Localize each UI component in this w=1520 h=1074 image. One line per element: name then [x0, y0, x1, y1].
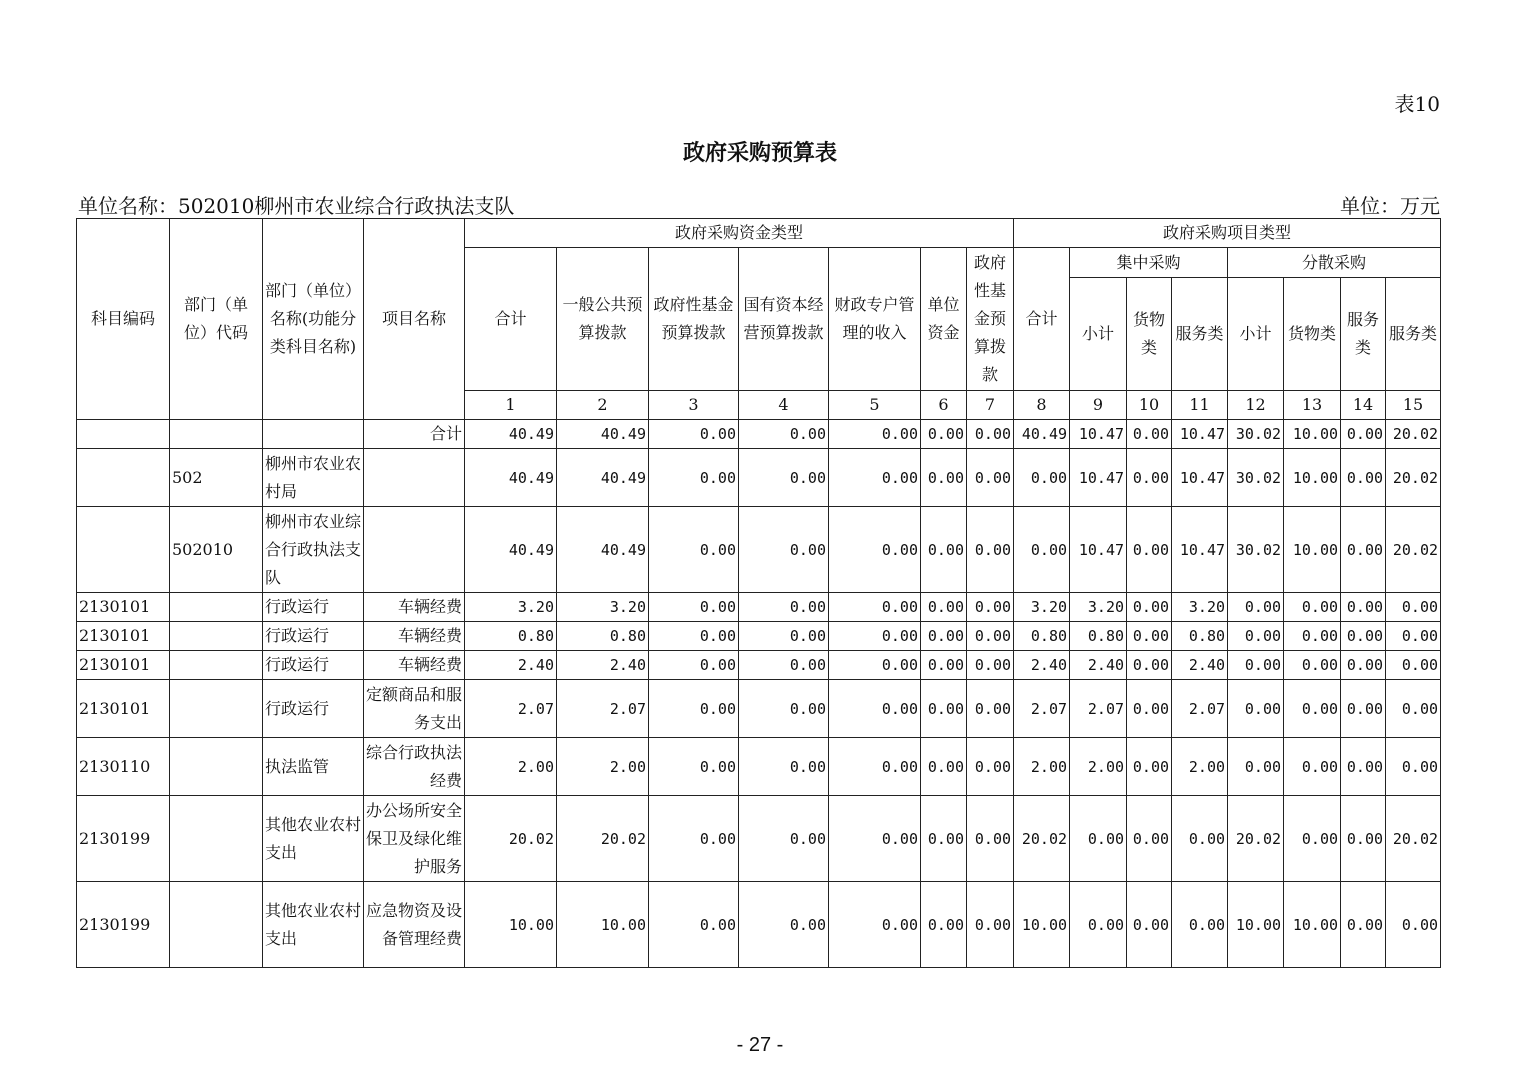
column-number: 15	[1386, 391, 1441, 420]
amount-cell: 0.00	[1386, 680, 1441, 738]
amount-cell: 0.00	[1284, 796, 1341, 882]
amount-cell: 0.00	[967, 738, 1014, 796]
dept-name-cell: 其他农业农村支出	[263, 796, 364, 882]
amount-cell: 0.00	[1284, 680, 1341, 738]
table-row	[77, 420, 1441, 449]
dept-name-cell: 柳州市农业综合行政执法支队	[263, 507, 364, 593]
column-number: 2	[557, 391, 649, 420]
amount-cell: 40.49	[557, 420, 649, 449]
item-name-cell: 车辆经费	[364, 593, 465, 622]
header-central-service: 服务类	[1172, 278, 1228, 391]
amount-cell: 2.40	[1070, 651, 1127, 680]
amount-cell: 0.00	[829, 796, 921, 882]
amount-cell: 0.80	[465, 622, 557, 651]
amount-cell: 30.02	[1228, 449, 1284, 507]
column-number: 6	[921, 391, 967, 420]
header-general-budget: 一般公共预算拨款	[557, 248, 649, 391]
amount-cell: 40.49	[557, 507, 649, 593]
amount-cell: 0.00	[1127, 449, 1172, 507]
dept-code-cell	[170, 738, 263, 796]
amount-cell: 0.00	[1228, 651, 1284, 680]
subject-code-cell	[77, 420, 170, 449]
amount-cell: 0.00	[649, 622, 739, 651]
dept-name-cell: 行政运行	[263, 680, 364, 738]
dept-name-cell	[263, 420, 364, 449]
header-central-goods: 货物类	[1127, 278, 1172, 391]
amount-cell: 0.00	[1341, 622, 1386, 651]
amount-cell: 2.00	[557, 738, 649, 796]
subject-code-cell	[77, 449, 170, 507]
column-number: 14	[1341, 391, 1386, 420]
amount-cell: 0.00	[1228, 738, 1284, 796]
amount-cell: 0.00	[921, 420, 967, 449]
header-state-capital-budget: 国有资本经营预算拨款	[739, 248, 829, 391]
table-row	[77, 593, 1441, 622]
dept-name-cell: 其他农业农村支出	[263, 882, 364, 968]
subject-code-cell: 2130101	[77, 593, 170, 622]
amount-cell: 0.00	[1341, 651, 1386, 680]
amount-cell: 0.00	[1284, 593, 1341, 622]
column-number: 8	[1014, 391, 1070, 420]
amount-cell: 0.00	[921, 796, 967, 882]
subject-code-cell: 2130101	[77, 651, 170, 680]
amount-cell: 3.20	[465, 593, 557, 622]
amount-cell: 20.02	[1386, 420, 1441, 449]
dept-code-cell	[170, 651, 263, 680]
amount-cell: 0.00	[739, 796, 829, 882]
amount-cell: 3.20	[1070, 593, 1127, 622]
column-number: 3	[649, 391, 739, 420]
dept-name-cell: 柳州市农业农村局	[263, 449, 364, 507]
amount-cell: 0.00	[649, 680, 739, 738]
header-fund-type-group: 政府采购资金类型	[465, 219, 1014, 248]
table-row	[77, 738, 1441, 796]
header-total: 合计	[465, 248, 557, 391]
column-number: 11	[1172, 391, 1228, 420]
dept-name-cell: 执法监管	[263, 738, 364, 796]
amount-cell: 30.02	[1228, 420, 1284, 449]
amount-cell: 0.00	[967, 449, 1014, 507]
table-row	[77, 796, 1441, 882]
amount-cell: 0.00	[967, 651, 1014, 680]
amount-cell: 10.00	[557, 882, 649, 968]
amount-cell: 30.02	[1228, 507, 1284, 593]
amount-cell: 0.00	[1386, 738, 1441, 796]
amount-cell: 0.00	[649, 420, 739, 449]
amount-cell: 10.00	[1014, 882, 1070, 968]
amount-cell: 0.00	[739, 738, 829, 796]
amount-cell: 2.40	[1172, 651, 1228, 680]
currency-unit-label: 单位：万元	[1340, 194, 1440, 218]
table-row	[77, 882, 1441, 968]
amount-cell: 0.00	[967, 593, 1014, 622]
dept-name-cell: 行政运行	[263, 651, 364, 680]
amount-cell: 0.00	[1172, 882, 1228, 968]
amount-cell: 10.47	[1070, 449, 1127, 507]
item-name-cell: 办公场所安全保卫及绿化维护服务	[364, 796, 465, 882]
amount-cell: 2.40	[557, 651, 649, 680]
amount-cell: 0.00	[1127, 738, 1172, 796]
column-number: 12	[1228, 391, 1284, 420]
column-number: 5	[829, 391, 921, 420]
amount-cell: 0.00	[1341, 507, 1386, 593]
table-row	[77, 507, 1441, 593]
amount-cell: 20.02	[465, 796, 557, 882]
header-dept-name: 部门（单位）名称(功能分类科目名称)	[263, 219, 364, 420]
amount-cell: 10.47	[1070, 420, 1127, 449]
amount-cell: 0.00	[649, 507, 739, 593]
amount-cell: 0.00	[829, 420, 921, 449]
amount-cell: 20.02	[1386, 796, 1441, 882]
subject-code-cell: 2130199	[77, 796, 170, 882]
amount-cell: 0.00	[1284, 651, 1341, 680]
amount-cell: 0.00	[1341, 796, 1386, 882]
amount-cell: 0.00	[1386, 593, 1441, 622]
amount-cell: 10.47	[1070, 507, 1127, 593]
amount-cell: 0.80	[557, 622, 649, 651]
table-number: 表10	[1394, 92, 1440, 116]
header-dispersed-procurement: 分散采购	[1228, 248, 1441, 278]
amount-cell: 0.00	[967, 796, 1014, 882]
amount-cell: 0.00	[1070, 796, 1127, 882]
dept-code-cell: 502010	[170, 507, 263, 593]
item-name-cell: 应急物资及设备管理经费	[364, 882, 465, 968]
amount-cell: 2.40	[1014, 651, 1070, 680]
amount-cell: 0.00	[829, 622, 921, 651]
amount-cell: 0.00	[1127, 507, 1172, 593]
amount-cell: 0.00	[1127, 651, 1172, 680]
header-dispersed-goods: 货物类	[1284, 278, 1341, 391]
amount-cell: 0.00	[739, 449, 829, 507]
item-name-cell: 合计	[364, 420, 465, 449]
amount-cell: 40.49	[465, 507, 557, 593]
amount-cell: 0.00	[1341, 449, 1386, 507]
amount-cell: 20.02	[1386, 449, 1441, 507]
amount-cell: 0.00	[921, 449, 967, 507]
amount-cell: 2.07	[1070, 680, 1127, 738]
dept-code-cell: 502	[170, 449, 263, 507]
column-number: 7	[967, 391, 1014, 420]
subject-code-cell: 2130101	[77, 680, 170, 738]
amount-cell: 0.00	[1228, 593, 1284, 622]
amount-cell: 40.49	[1014, 420, 1070, 449]
amount-cell: 40.49	[465, 449, 557, 507]
amount-cell: 2.07	[1172, 680, 1228, 738]
amount-cell: 0.00	[1228, 622, 1284, 651]
amount-cell: 0.00	[739, 622, 829, 651]
subject-code-cell: 2130110	[77, 738, 170, 796]
table-row	[77, 651, 1441, 680]
header-project-total: 合计	[1014, 248, 1070, 391]
amount-cell: 0.00	[649, 738, 739, 796]
amount-cell: 0.00	[739, 420, 829, 449]
amount-cell: 0.00	[1127, 622, 1172, 651]
column-number: 10	[1127, 391, 1172, 420]
column-number: 9	[1070, 391, 1127, 420]
amount-cell: 0.00	[829, 882, 921, 968]
dept-code-cell	[170, 680, 263, 738]
column-number: 13	[1284, 391, 1341, 420]
amount-cell: 0.00	[1127, 593, 1172, 622]
amount-cell: 40.49	[557, 449, 649, 507]
column-number: 1	[465, 391, 557, 420]
amount-cell: 0.00	[1172, 796, 1228, 882]
amount-cell: 10.47	[1172, 449, 1228, 507]
header-item-name: 项目名称	[364, 219, 465, 420]
table-row	[77, 680, 1441, 738]
amount-cell: 0.00	[1341, 738, 1386, 796]
amount-cell: 0.00	[739, 680, 829, 738]
header-central-procurement: 集中采购	[1070, 248, 1228, 278]
amount-cell: 0.00	[1228, 680, 1284, 738]
amount-cell: 0.00	[1127, 796, 1172, 882]
amount-cell: 0.00	[739, 651, 829, 680]
amount-cell: 20.02	[1014, 796, 1070, 882]
amount-cell: 0.00	[921, 882, 967, 968]
item-name-cell	[364, 507, 465, 593]
amount-cell: 0.00	[1284, 738, 1341, 796]
procurement-budget-table	[76, 218, 1441, 968]
amount-cell: 10.00	[1284, 420, 1341, 449]
column-number: 4	[739, 391, 829, 420]
item-name-cell: 定额商品和服务支出	[364, 680, 465, 738]
amount-cell: 0.00	[829, 449, 921, 507]
amount-cell: 2.07	[1014, 680, 1070, 738]
header-code: 科目编码	[77, 219, 170, 420]
item-name-cell: 车辆经费	[364, 651, 465, 680]
subject-code-cell	[77, 507, 170, 593]
amount-cell: 0.00	[921, 738, 967, 796]
header-dispersed-service-2: 服务类	[1386, 278, 1441, 391]
amount-cell: 20.02	[1228, 796, 1284, 882]
amount-cell: 2.07	[557, 680, 649, 738]
header-dispersed-service: 服务类	[1341, 278, 1386, 391]
header-special-account: 财政专户管理的收入	[829, 248, 921, 391]
amount-cell: 10.47	[1172, 420, 1228, 449]
amount-cell: 10.00	[1284, 449, 1341, 507]
unit-name-label: 单位名称：502010柳州市农业综合行政执法支队	[78, 194, 515, 218]
amount-cell: 0.00	[921, 651, 967, 680]
amount-cell: 0.00	[1341, 882, 1386, 968]
amount-cell: 10.00	[465, 882, 557, 968]
amount-cell: 0.00	[967, 420, 1014, 449]
table-row	[77, 622, 1441, 651]
item-name-cell	[364, 449, 465, 507]
amount-cell: 0.00	[1341, 593, 1386, 622]
item-name-cell: 综合行政执法经费	[364, 738, 465, 796]
amount-cell: 3.20	[1014, 593, 1070, 622]
amount-cell: 0.00	[649, 796, 739, 882]
amount-cell: 0.00	[649, 651, 739, 680]
amount-cell: 0.00	[829, 738, 921, 796]
amount-cell: 10.00	[1284, 507, 1341, 593]
amount-cell: 0.00	[1014, 507, 1070, 593]
amount-cell: 3.20	[557, 593, 649, 622]
header-project-type-group: 政府采购项目类型	[1014, 219, 1441, 248]
table-row	[77, 449, 1441, 507]
amount-cell: 0.00	[739, 593, 829, 622]
item-name-cell: 车辆经费	[364, 622, 465, 651]
amount-cell: 0.00	[921, 507, 967, 593]
dept-name-cell: 行政运行	[263, 593, 364, 622]
dept-code-cell	[170, 796, 263, 882]
amount-cell: 2.07	[465, 680, 557, 738]
amount-cell: 0.00	[1127, 882, 1172, 968]
amount-cell: 0.80	[1014, 622, 1070, 651]
amount-cell: 0.00	[967, 882, 1014, 968]
amount-cell: 0.00	[1070, 882, 1127, 968]
amount-cell: 10.00	[1284, 882, 1341, 968]
amount-cell: 20.02	[557, 796, 649, 882]
amount-cell: 0.00	[1127, 680, 1172, 738]
dept-code-cell	[170, 593, 263, 622]
header-dept-code: 部门（单位）代码	[170, 219, 263, 420]
dept-code-cell	[170, 420, 263, 449]
amount-cell: 0.00	[921, 593, 967, 622]
amount-cell: 0.00	[829, 593, 921, 622]
amount-cell: 0.00	[1127, 420, 1172, 449]
amount-cell: 40.49	[465, 420, 557, 449]
amount-cell: 0.00	[967, 680, 1014, 738]
amount-cell: 0.80	[1070, 622, 1127, 651]
amount-cell: 0.00	[1341, 420, 1386, 449]
amount-cell: 0.00	[829, 680, 921, 738]
amount-cell: 0.00	[829, 651, 921, 680]
header-unit-fund: 单位资金	[921, 248, 967, 391]
amount-cell: 20.02	[1386, 507, 1441, 593]
subject-code-cell: 2130199	[77, 882, 170, 968]
page-title: 政府采购预算表	[682, 140, 837, 166]
page-number: - 27 -	[736, 1034, 784, 1056]
amount-cell: 0.00	[829, 507, 921, 593]
amount-cell: 0.80	[1172, 622, 1228, 651]
dept-code-cell	[170, 622, 263, 651]
amount-cell: 10.00	[1228, 882, 1284, 968]
amount-cell: 0.00	[649, 593, 739, 622]
amount-cell: 0.00	[1386, 882, 1441, 968]
amount-cell: 0.00	[921, 622, 967, 651]
header-gov-fund-budget-2: 政府性基金预算拨款	[967, 248, 1014, 391]
amount-cell: 2.00	[1014, 738, 1070, 796]
amount-cell: 2.00	[1070, 738, 1127, 796]
amount-cell: 0.00	[1341, 680, 1386, 738]
amount-cell: 0.00	[967, 507, 1014, 593]
subject-code-cell: 2130101	[77, 622, 170, 651]
amount-cell: 0.00	[739, 507, 829, 593]
amount-cell: 2.00	[1172, 738, 1228, 796]
amount-cell: 3.20	[1172, 593, 1228, 622]
amount-cell: 0.00	[739, 882, 829, 968]
amount-cell: 0.00	[967, 622, 1014, 651]
dept-code-cell	[170, 882, 263, 968]
amount-cell: 0.00	[649, 882, 739, 968]
amount-cell: 2.40	[465, 651, 557, 680]
dept-name-cell: 行政运行	[263, 622, 364, 651]
amount-cell: 2.00	[465, 738, 557, 796]
header-dispersed-subtotal: 小计	[1228, 278, 1284, 391]
amount-cell: 0.00	[1014, 449, 1070, 507]
header-central-subtotal: 小计	[1070, 278, 1127, 391]
amount-cell: 10.47	[1172, 507, 1228, 593]
amount-cell: 0.00	[1284, 622, 1341, 651]
amount-cell: 0.00	[1386, 651, 1441, 680]
amount-cell: 0.00	[921, 680, 967, 738]
amount-cell: 0.00	[1386, 622, 1441, 651]
header-gov-fund-budget: 政府性基金预算拨款	[649, 248, 739, 391]
amount-cell: 0.00	[649, 449, 739, 507]
